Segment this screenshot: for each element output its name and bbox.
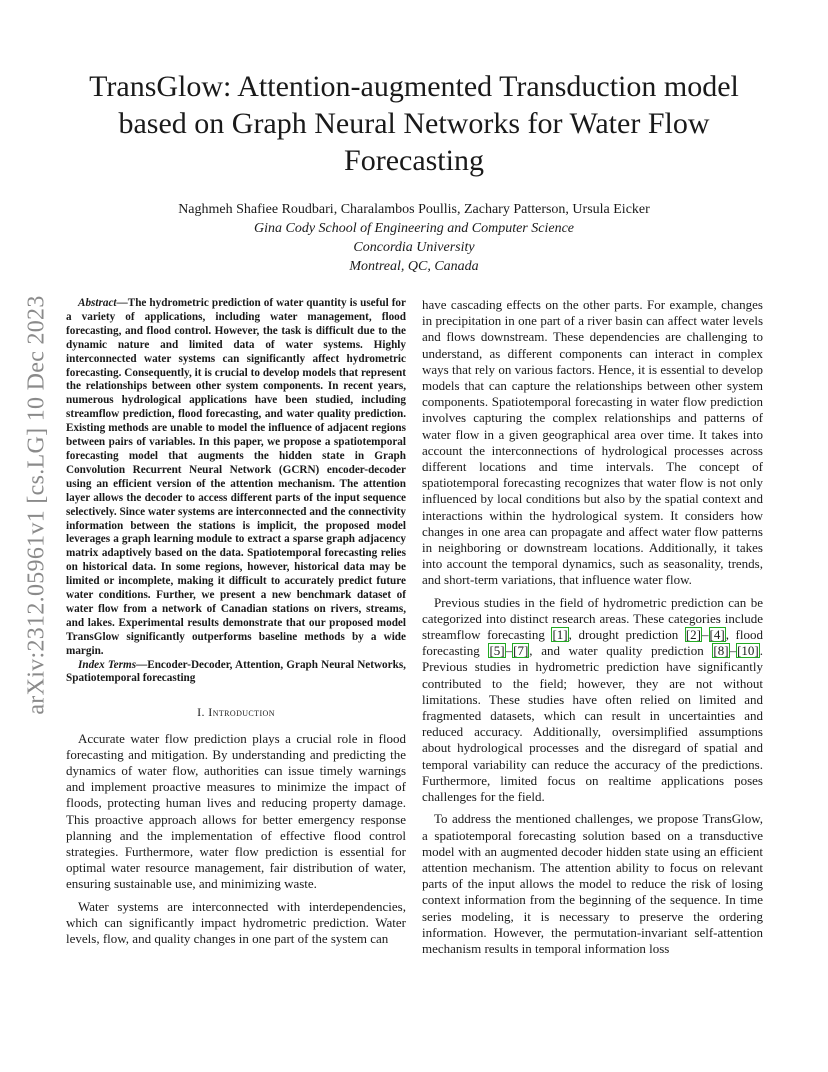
right-paragraph-2 (422, 595, 763, 806)
affiliation-city: Montreal, QC, Canada (349, 259, 479, 274)
index-terms-label: Index Terms (78, 658, 137, 671)
citation-link[interactable]: [1] (552, 627, 568, 643)
intro-paragraph-1: Accurate water flow prediction plays a crucial role in flood forecasting and mitigation. By understanding and predicting the dynamics of water flow, authorities can issue timely warnings and implement proactive measures to minimize the impact of floods, protecting human lives and reducing property damage. This proactive approach allows for better emergency response planning and the implementation of effective flood control strategies. Furthermore, water flow prediction is essential for optimal water resource management, fair distribution of water, ensuring sustainable use, and minimizing waste. (66, 730, 406, 892)
text-span: , flood forecasting (422, 627, 763, 659)
section-heading-introduction: I. Introduction (197, 705, 275, 720)
citation-link[interactable]: [7] (513, 643, 529, 659)
citation-link[interactable]: [4] (709, 627, 725, 643)
citation-link[interactable]: [2] (685, 627, 702, 643)
text-span: , and water quality prediction (529, 643, 713, 659)
right-paragraph-1: have cascading effects on the other parts. For example, changes in precipitation in one part of a river basin can affect water levels and flows downstream. These dependencies are challenging to understand, as different components can interact in complex ways that rely on various factors. Hence, it is essential to develop models that can capture the relationships between other system components. Spatiotemporal forecasting in water flow prediction involves capturing the complex relationships and patterns of water flow in a given geographical area over time. It takes into account the interconnections of hydrological processes across different locations and time intervals. The concept of spatiotemporal forecasting recognizes that water flow is not only influenced by local conditions but also by the spatial context and interactions within the hydrological system. It considers how changes in one area can propagate and affect water flow patterns in neighboring or downstream locations. Additionally, it takes into account the temporal dynamics, such as seasonality, trends, and short-term variations, that influence water flow. (422, 297, 763, 588)
text-span: Previous studies in the field of hydrometric prediction can be categorized into distinct research areas. These categories include streamflow forecasting (422, 594, 763, 643)
index-terms (66, 659, 406, 687)
abstract-text: —The hydrometric prediction of water quantity is useful for a variety of applications, including water management, flood forecasting, and flood control. However, the task is difficult due to the dynamic nature and limited data of water systems. Highly interconnected water systems can significantly affect hydrometric forecasting. Consequently, it is crucial to develop models that represent the relationships between other system components. In recent years, numerous hydrological applications have been studied, including streamflow prediction, flood forecasting, and water quality prediction. Existing methods are unable to model the influence of adjacent regions between pairs of variables. In this paper, we propose a spatiotemporal forecasting model that augments the hidden state in Graph Convolution Recurrent Neural Network (GCRN) encoder-decoder using an efficient version of the attention mechanism. The attention layer allows the decoder to access different parts of the input sequence selectively. Since water systems are interconnected and the connectivity information between the stations is implicit, the proposed model leverages a graph learning module to extract a sparse graph adjacency matrix adaptively based on the data. Spatiotemporal forecasting relies on historical data. In some regions, however, historical data may be limited or incomplete, making it difficult to accurately predict future water conditions. Further, we present a new benchmark dataset of water flow from a network of Canadian stations on rivers, streams, and lakes. Experimental results demonstrate that our proposed model TransGlow significantly outperforms baseline methods by a wide margin. (66, 297, 406, 657)
paper-title: TransGlow: Attention-augmented Transduction model based on Graph Neural Networks for Water Flow Forecasting (89, 70, 739, 177)
text-span: , drought prediction (568, 627, 685, 643)
index-terms-text: —Encoder-Decoder, Attention, Graph Neural Networks, Spatiotemporal forecasting (66, 658, 406, 685)
author-block (60, 200, 768, 276)
abstract (66, 297, 406, 659)
affiliation-university: Concordia University (353, 240, 475, 255)
text-span: – (702, 627, 709, 643)
citation-link[interactable]: [10] (737, 643, 759, 659)
left-column (66, 297, 406, 947)
intro-paragraph-2: Water systems are interconnected with interdependencies, which can significantly impact hydrometric prediction. Water levels, flow, and quality changes in one part of the system can (66, 898, 406, 947)
arxiv-identifier-text: arXiv:2312.05961v1 [cs.LG] 10 Dec 2023 (23, 295, 50, 715)
author-names: Naghmeh Shafiee Roudbari, Charalambos Poullis, Zachary Patterson, Ursula Eicker (178, 202, 650, 217)
text-span: – (505, 643, 513, 659)
citation-link[interactable]: [8] (713, 643, 729, 659)
text-span: – (729, 643, 737, 659)
right-paragraph-3: To address the mentioned challenges, we propose TransGlow, a spatiotemporal forecasting solution based on a transductive model with an augmented decoder hidden state using an efficient attention mechanism. The attention ability to focus on relevant parts of the input allows the model to reduce the risk of losing context information from the beginning of the sequence. In time series modeling, it is necessary to preserve the ordering information. However, the permutation-invariant self-attention mechanism results in temporal information loss (422, 811, 763, 956)
affiliation-school: Gina Cody School of Engineering and Computer Science (254, 221, 574, 236)
citation-link[interactable]: [5] (489, 643, 505, 659)
text-span: . Previous studies in hydrometric prediction have significantly contributed to the field; however, they are not without limitations. These studies have often relied on limited and fragmented datasets, which can result in uncertainties and reduced accuracy. Additionally, oversimplified assumptions about hydrological processes and the disregard of spatial and temporal variability can reduce the accuracy of the predictions. Furthermore, limited focus on realtime applications poses challenges for the field. (422, 643, 763, 805)
abstract-label: Abstract (78, 297, 117, 309)
arxiv-identifier-stamp (22, 285, 52, 725)
right-column (422, 297, 763, 957)
